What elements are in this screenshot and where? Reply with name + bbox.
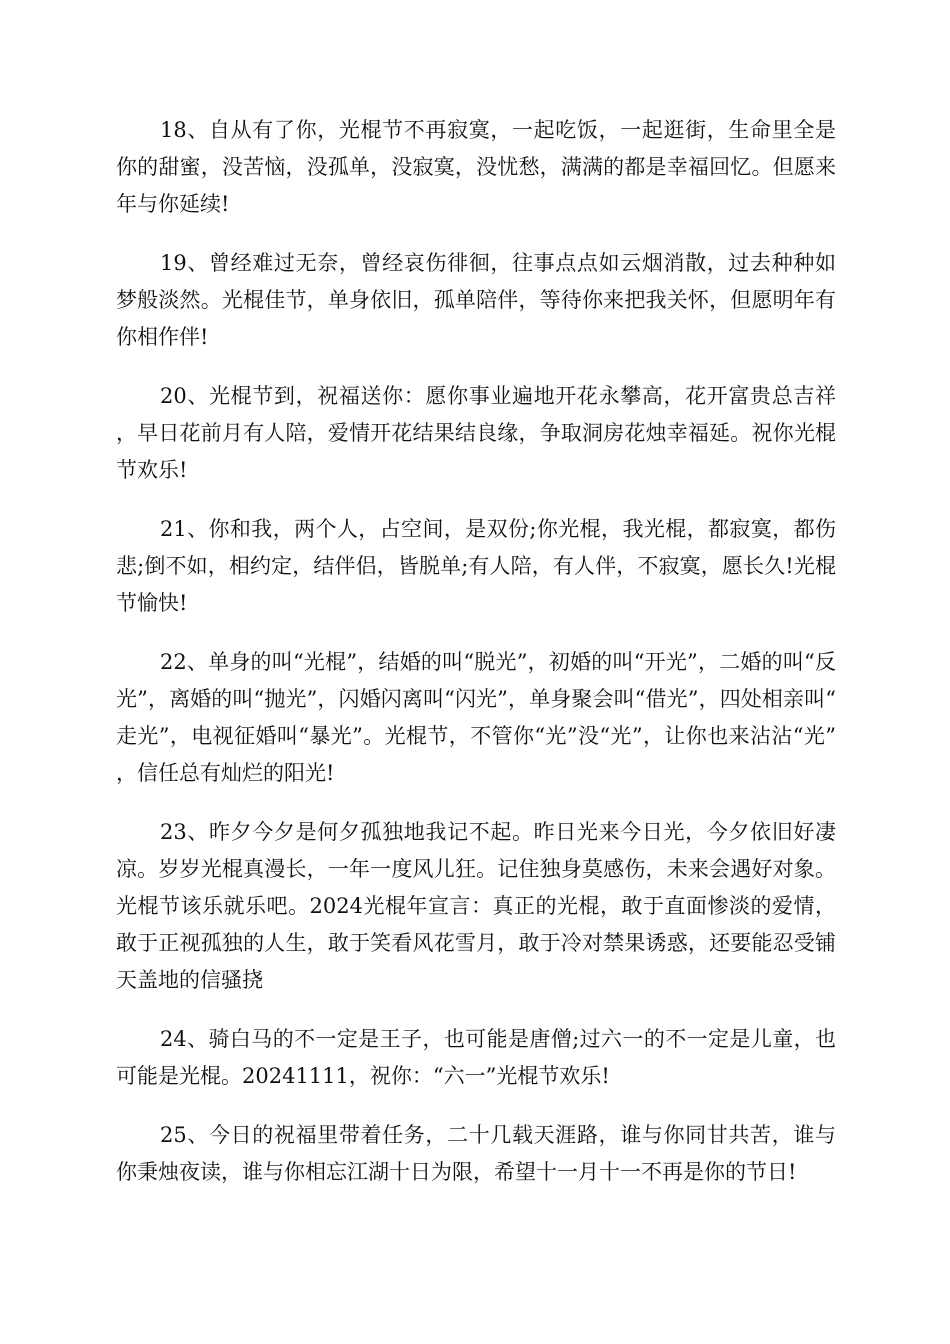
paragraph-20: 20、光棍节到，祝福送你：愿你事业遍地开花永攀高，花开富贵总吉祥，早日花前月有人陪，爱情开花结果结良缘，争取洞房花烛幸福延。祝你光棍节欢乐! — [116, 384, 836, 482]
paragraph-23: 23、昨夕今夕是何夕孤独地我记不起。昨日光来今日光，今夕依旧好凄凉。岁岁光棍真漫长，一年一度风儿狂。记住独身莫感伤，未来会遇好对象。光棍节该乐就乐吧。2024光棍年宣言：真正的光棍，敢于直面惨淡的爱情，敢于正视孤独的人生，敢于笑看风花雪月，敢于冷对禁果诱惑，还要能忍受铺天盖地的信骚挠 — [116, 820, 836, 992]
paragraph-18: 18、自从有了你，光棍节不再寂寞，一起吃饭，一起逛街，生命里全是你的甜蜜，没苦恼，没孤单，没寂寞，没忧愁，满满的都是幸福回忆。但愿来年与你延续! — [116, 118, 836, 216]
paragraph-25: 25、今日的祝福里带着任务，二十几载天涯路，谁与你同甘共苦，谁与你秉烛夜读，谁与你相忘江湖十日为限，希望十一月十一不再是你的节日! — [116, 1123, 836, 1184]
paragraph-21: 21、你和我，两个人，占空间，是双份;你光棍，我光棍，都寂寞，都伤悲;倒不如，相约定，结伴侣，皆脱单;有人陪，有人伴，不寂寞，愿长久!光棍节愉快! — [116, 517, 836, 615]
paragraph-19: 19、曾经难过无奈，曾经哀伤徘徊，往事点点如云烟消散，过去种种如梦般淡然。光棍佳节，单身依旧，孤单陪伴，等待你来把我关怀，但愿明年有你相作伴! — [116, 251, 836, 349]
paragraph-22: 22、单身的叫“光棍”，结婚的叫“脱光”，初婚的叫“开光”，二婚的叫“反光”，离婚的叫“抛光”，闪婚闪离叫“闪光”，单身聚会叫“借光”，四处相亲叫“走光”，电视征婚叫“暴光”。光棍节，不管你“光”没“光”，让你也来沾沾“光”，信任总有灿烂的阳光! — [116, 650, 836, 785]
paragraph-24: 24、骑白马的不一定是王子，也可能是唐僧;过六一的不一定是儿童，也可能是光棍。20241111，祝你：“六一”光棍节欢乐! — [116, 1027, 836, 1088]
document-body — [116, 112, 836, 1213]
